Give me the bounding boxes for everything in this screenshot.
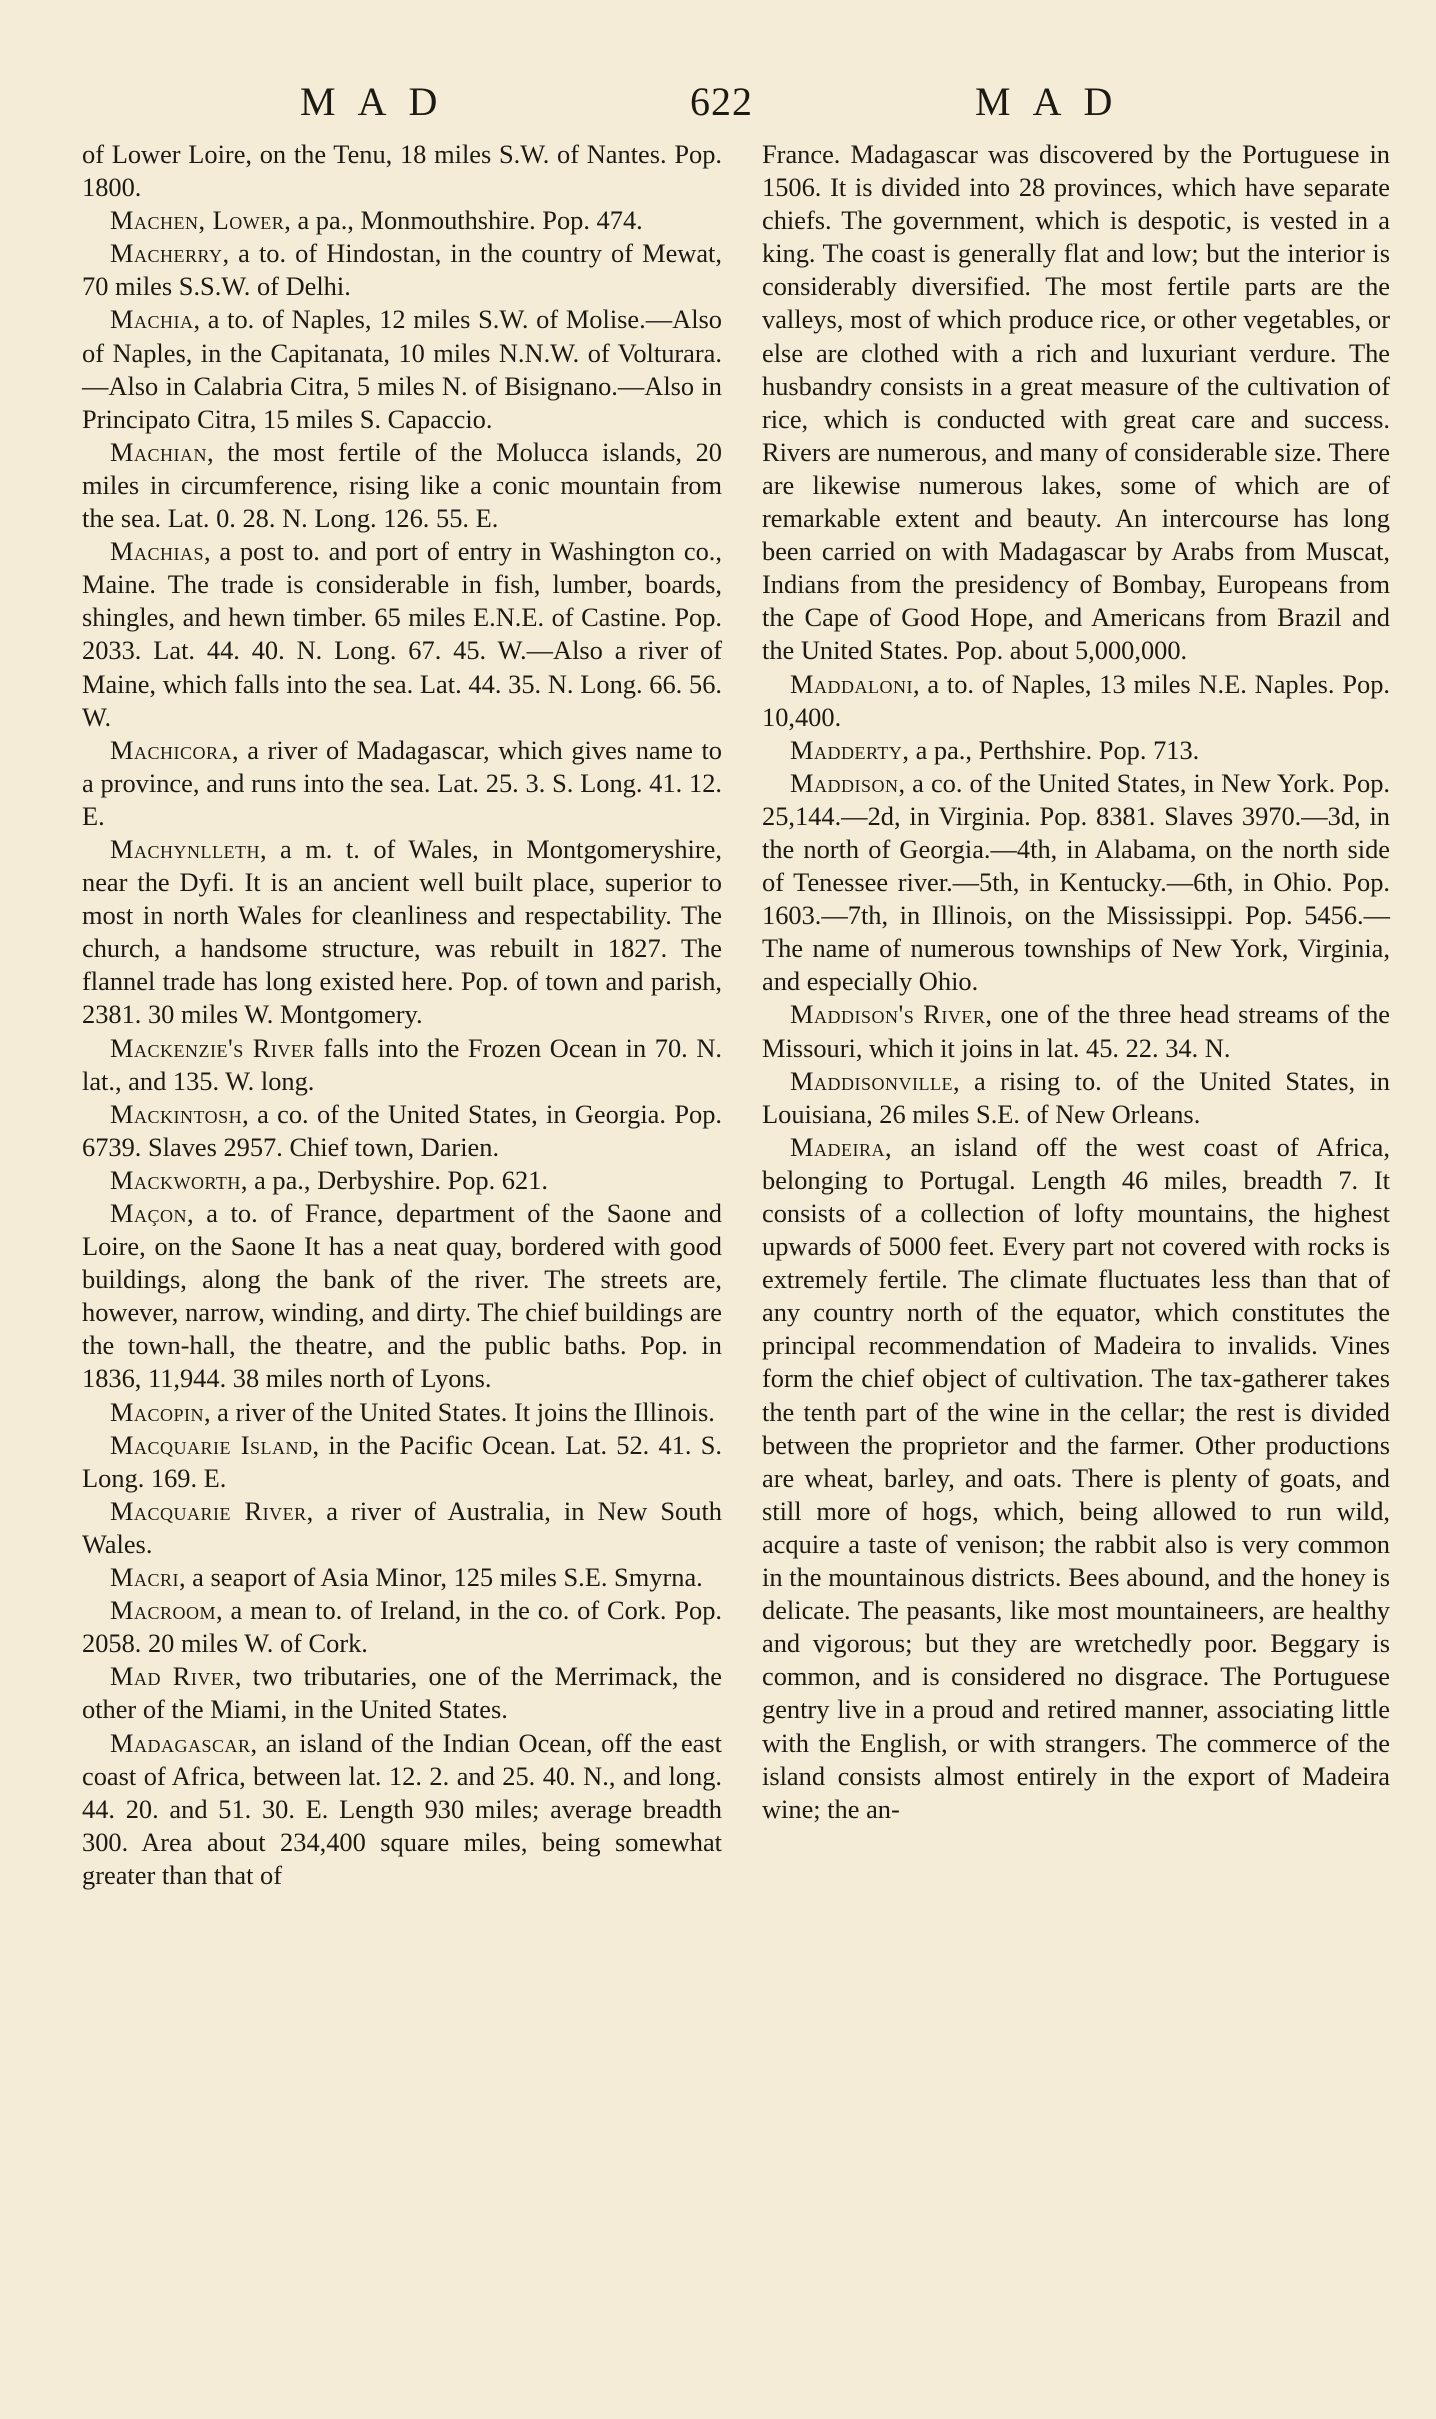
entry-text: , a m. t. of Wales, in Montgomeryshire, near the Dyfi. It is an ancient well built place, superior to most in north Wales for cleanliness and respectability. The church, a handsome structure, was rebuilt in 1827. The flannel trade has long existed here. Pop. of town and parish, 2381. 30 miles W. Montgomery. xyxy=(82,833,722,1030)
entry-text: falls into the Frozen Ocean in 70. N. lat., and 135. W. long. xyxy=(82,1032,722,1096)
running-header xyxy=(0,78,1436,138)
header-left-guideword: MAD xyxy=(300,79,460,124)
gazetteer-entry xyxy=(762,1131,1390,1826)
gazetteer-entry xyxy=(82,1495,722,1561)
entry-text: , one of the three head streams of the Missouri, which it joins in lat. 45. 22. 34. N. xyxy=(762,999,1390,1063)
entry-headword: Machen, Lower xyxy=(110,205,285,236)
entry-headword: Macquarie River xyxy=(110,1495,307,1526)
entry-headword: Mackworth xyxy=(110,1164,241,1195)
entry-text: , an island off the west coast of Africa, belonging to Portugal. Length 46 miles, breadth 7. It consists of a collection of lofty mountains, the highest upwards of 5000 feet. Every part not covered with rocks is extremely fertile. The climate fluctuates less than that of any country north of the equator, which constitutes the principal recommendation of Madeira to invalids. Vines form the chief object of cultivation. The tax-gatherer takes the tenth part of the wine in the cellar; the rest is divided between the proprietor and the farmer. Other productions are wheat, barley, and oats. There is plenty of goats, and still more of hogs, which, being allowed to run wild, acquire a taste of venison; the rabbit also is very common in the mountainous districts. Bees abound, and the honey is delicate. The peasants, like most mountaineers, are healthy and vigorous; but they are wretchedly poor. Beggary is common, and is considered no disgrace. The Portuguese gentry live in a proud and retired manner, associating little with the English, or with strangers. The commerce of the island consists almost entirely in the export of Madeira wine; the an- xyxy=(762,1131,1390,1824)
entry-headword: Mackintosh xyxy=(110,1098,243,1129)
gazetteer-entry xyxy=(82,1396,722,1429)
gazetteer-entry xyxy=(762,767,1390,999)
entry-text: , a post to. and port of entry in Washington co., Maine. The trade is considerable in fish, lumber, boards, shingles, and hewn timber. 65 miles E.N.E. of Castine. Pop. 2033. Lat. 44. 40. N. Long. 67. 45. W.—Also a river of Maine, which falls into the sea. Lat. 44. 35. N. Long. 66. 56. W. xyxy=(82,536,722,732)
gazetteer-entry xyxy=(82,1197,722,1396)
entry-text: , a to. of Naples, 13 miles N.E. Naples. Pop. 10,400. xyxy=(762,668,1390,732)
entry-headword: Mackenzie's River xyxy=(110,1032,315,1063)
entry-headword: Machia xyxy=(110,304,194,335)
entry-text: , a co. of the United States, in New York. Pop. 25,144.—2d, in Virginia. Pop. 8381. Slaves 3970.—3d, in the north of Georgia.—4th, in Alabama, on the north side of Tenessee river.—5th, in Kentucky.—6th, in Ohio. Pop. 1603.—7th, in Illinois, on the Mississippi. Pop. 5456.—The name of numerous townships of New York, Virginia, and especially Ohio. xyxy=(762,767,1390,997)
header-right-guideword: MAD xyxy=(975,79,1135,124)
entry-text: , a river of Madagascar, which gives name to a province, and runs into the sea. Lat. 25. 3. S. Long. 41. 12. E. xyxy=(82,734,722,831)
right-column xyxy=(762,138,1390,1826)
entry-text: France. Madagascar was discovered by the Portuguese in 1506. It is divided into 28 provinces, which have separate chiefs. The government, which is despotic, is vested in a king. The coast is generally flat and low; but the interior is considerably diversified. The most fertile parts are the valleys, most of which produce rice, or other vegetables, or else are clothed with a rich and luxuriant verdure. The husbandry consists in a great measure of the cultivation of rice, which is conducted with great care and success. Rivers are numerous, and many of considerable size. There are likewise numerous lakes, some of which are of remarkable extent and beauty. An intercourse has long been carried on with Madagascar by Arabs from Muscat, Indians from the presidency of Bombay, Europeans from the Cape of Good Hope, and Americans from Brazil and the United States. Pop. about 5,000,000. xyxy=(762,139,1390,666)
entry-text: , a pa., Perthshire. Pop. 713. xyxy=(902,734,1200,765)
gazetteer-entry xyxy=(82,237,722,303)
entry-text: , in the Pacific Ocean. Lat. 52. 41. S. Long. 169. E. xyxy=(82,1429,722,1493)
entry-headword: Macopin xyxy=(110,1396,204,1427)
entry-text: of Lower Loire, on the Tenu, 18 miles S.W. of Nantes. Pop. 1800. xyxy=(82,139,722,203)
entry-text: , an island of the Indian Ocean, off the east coast of Africa, between lat. 12. 2. and 25. 40. N., and long. 44. 20. and 51. 30. E. Length 930 miles; average breadth 300. Area about 234,400 square miles, being somewhat greater than that of xyxy=(82,1727,722,1890)
gazetteer-entry xyxy=(762,734,1390,767)
gazetteer-entry xyxy=(82,1164,722,1197)
gazetteer-entry xyxy=(82,138,722,204)
entry-headword: Maddison's River xyxy=(790,999,986,1030)
entry-text: , a to. of Hindostan, in the country of Mewat, 70 miles S.S.W. of Delhi. xyxy=(82,238,722,302)
entry-text: , two tributaries, one of the Merrimack, the other of the Miami, in the United States. xyxy=(82,1661,722,1725)
entry-text: , a river of the United States. It joins the Illinois. xyxy=(203,1396,715,1427)
gazetteer-entry xyxy=(762,1065,1390,1131)
gazetteer-entry xyxy=(82,1032,722,1098)
gazetteer-entry xyxy=(82,833,722,1032)
entry-headword: Mad River xyxy=(110,1661,235,1692)
entry-headword: Madderty xyxy=(790,734,903,765)
entry-headword: Macroom xyxy=(110,1595,216,1626)
entry-headword: Macquarie Island xyxy=(110,1429,313,1460)
left-column xyxy=(82,138,722,1892)
gazetteer-entry xyxy=(82,1594,722,1660)
gazetteer-entry xyxy=(82,1561,722,1594)
entry-headword: Maddaloni xyxy=(790,668,913,699)
entry-text: , a to. of Naples, 12 miles S.W. of Molise.—Also of Naples, in the Capitanata, 10 miles N.N.W. of Volturara.—Also in Calabria Citra, 5 miles N. of Bisignano.—Also in Principato Citra, 15 miles S. Capaccio. xyxy=(82,304,722,434)
gazetteer-entry xyxy=(82,1429,722,1495)
gazetteer-entry xyxy=(762,668,1390,734)
entry-headword: Machian xyxy=(110,436,207,467)
gazetteer-entry xyxy=(762,138,1390,668)
entry-text: , a co. of the United States, in Georgia. Pop. 6739. Slaves 2957. Chief town, Darien. xyxy=(82,1098,722,1162)
entry-headword: Machicora xyxy=(110,734,232,765)
entry-headword: Madeira xyxy=(790,1131,885,1162)
entry-headword: Maçon xyxy=(110,1198,187,1228)
gazetteer-entry xyxy=(82,1727,722,1892)
entry-text: , a pa., Monmouthshire. Pop. 474. xyxy=(284,205,643,236)
gazetteer-entry xyxy=(82,1098,722,1164)
entry-headword: Macherry xyxy=(110,238,223,269)
gazetteer-entry xyxy=(82,204,722,237)
gazetteer-entry xyxy=(82,303,722,435)
entry-text: , a mean to. of Ireland, in the co. of Cork. Pop. 2058. 20 miles W. of Cork. xyxy=(82,1595,722,1659)
entry-text: , a pa., Derbyshire. Pop. 621. xyxy=(240,1164,548,1195)
entry-text: , a rising to. of the United States, in Louisiana, 26 miles S.E. of New Orleans. xyxy=(762,1065,1390,1129)
entry-headword: Madagascar xyxy=(110,1727,251,1758)
entry-text: , a river of Australia, in New South Wales. xyxy=(82,1495,722,1559)
entry-headword: Macri xyxy=(110,1562,179,1593)
entry-headword: Machias xyxy=(110,536,204,567)
entry-text: , a to. of France, department of the Saone and Loire, on the Saone It has a neat quay, bordered with good buildings, along the bank of the river. The streets are, however, narrow, winding, and dirty. The chief buildings are the town-hall, the theatre, and the public baths. Pop. in 1836, 11,944. 38 miles north of Lyons. xyxy=(82,1198,722,1394)
entry-headword: Machynlleth xyxy=(110,833,260,864)
entry-headword: Maddison xyxy=(790,767,899,798)
entry-headword: Maddisonville xyxy=(790,1065,953,1096)
entry-text: , a seaport of Asia Minor, 125 miles S.E. Smyrna. xyxy=(178,1562,703,1593)
gazetteer-entry xyxy=(82,1660,722,1726)
gazetteer-entry xyxy=(82,734,722,833)
gazetteer-entry xyxy=(762,998,1390,1064)
entry-text: , the most fertile of the Molucca islands, 20 miles in circumference, rising like a conic mountain from the sea. Lat. 0. 28. N. Long. 126. 55. E. xyxy=(82,436,722,534)
page-number: 622 xyxy=(690,79,753,124)
gazetteer-entry xyxy=(82,436,722,535)
gazetteer-entry xyxy=(82,535,722,734)
